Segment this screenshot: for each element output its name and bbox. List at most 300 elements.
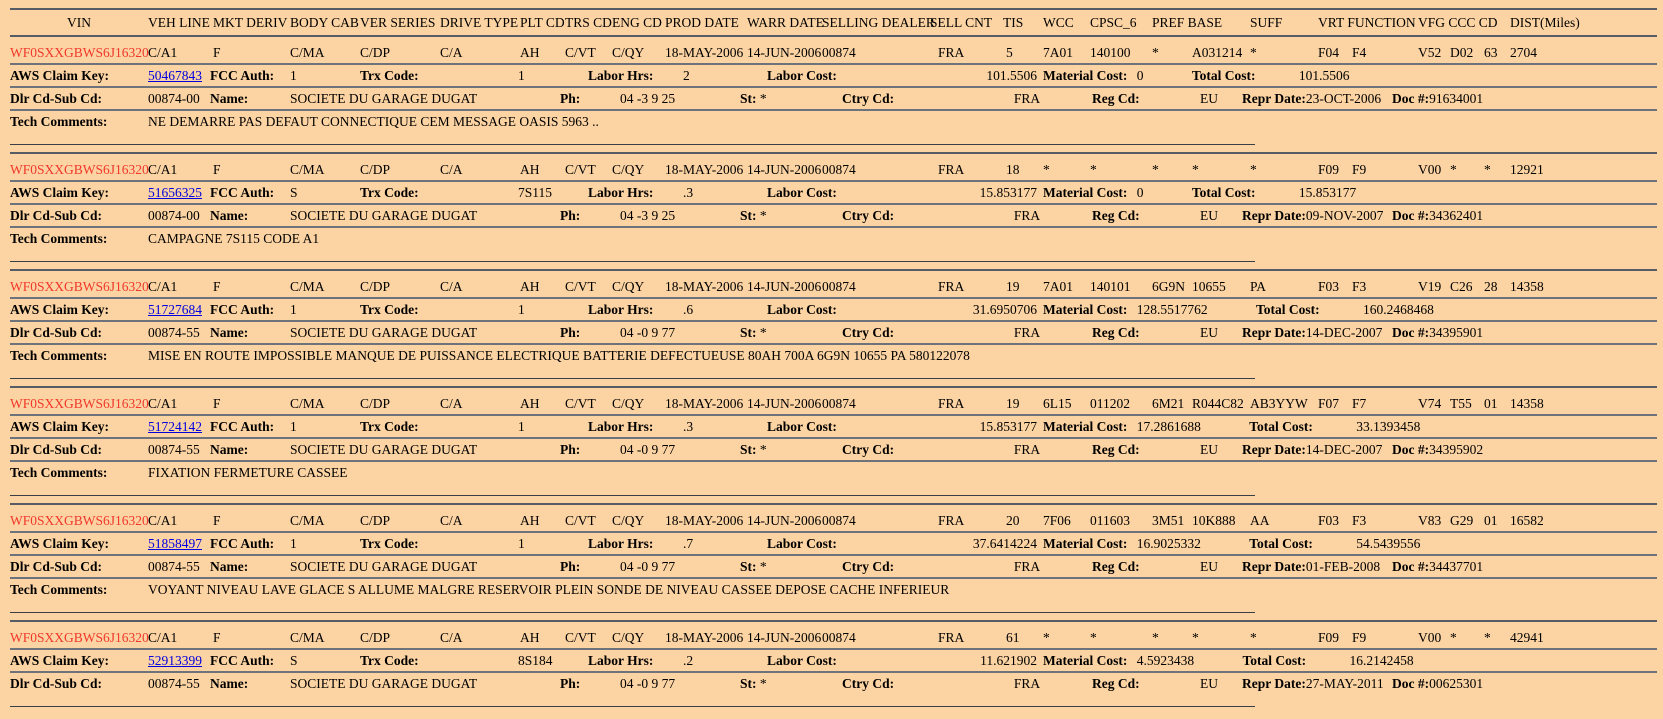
fcc-auth-value: S [290, 185, 298, 200]
ver-series-value: C/DP [360, 630, 391, 645]
col-header-warr-date: WARR DATE [747, 14, 824, 30]
vrt-value: F03 [1318, 513, 1340, 528]
aws-claim-key-label: AWS Claim Key: [10, 68, 109, 83]
ph-label: Ph: [560, 325, 581, 340]
dealer-row [10, 320, 1657, 343]
drive-type-value: C/A [440, 513, 463, 528]
sell-cnt-value: FRA [938, 45, 965, 60]
prod-date-value: 18-MAY-2006 [665, 396, 744, 411]
fcc-auth-value: S [290, 653, 298, 668]
plt-cd-value: AH [520, 396, 540, 411]
dealer-row [10, 86, 1657, 109]
function-value: F9 [1352, 630, 1367, 645]
doc-num-cell [1392, 556, 1657, 577]
block-separator-full [10, 620, 1657, 622]
vfg-value: V83 [1418, 513, 1442, 528]
dlr-cd-value: 00874-00 [148, 91, 200, 106]
tech-comments-value: CAMPAGNE 7S115 CODE A1 [148, 231, 320, 246]
aws-claim-key-link[interactable]: 51727684 [148, 302, 202, 317]
cpsc-6-value: 140101 [1090, 279, 1131, 294]
ph-value: 04 -0 9 77 [620, 676, 676, 691]
prod-date-value: 18-MAY-2006 [665, 513, 744, 528]
dlr-cd-value: 00874-55 [148, 325, 200, 340]
claim-record [10, 42, 1657, 154]
wcc-value: 6L15 [1043, 396, 1072, 411]
aws-claim-key-link[interactable]: 50467843 [148, 68, 202, 83]
material-cost-value: 16.9025332 [1136, 536, 1201, 551]
fcc-auth-label: FCC Auth: [210, 653, 275, 668]
material-cost-label: Material Cost: [1043, 536, 1128, 551]
repr-date-value: 09-NOV-2007 [1305, 208, 1384, 223]
plt-cd-value: AH [520, 162, 540, 177]
doc-num-cell [1392, 439, 1657, 460]
st-label: St: [740, 442, 757, 457]
labor-hrs-label: Labor Hrs: [588, 419, 654, 434]
selling-dealer-value: 00874 [822, 45, 856, 60]
warr-date-value: 14-JUN-2006 [747, 513, 822, 528]
dist-value: 14358 [1510, 396, 1544, 411]
total-cost-value: 101.5506 [1298, 68, 1350, 83]
function-value: F3 [1352, 513, 1367, 528]
aws-claim-key-link[interactable]: 51724142 [148, 419, 202, 434]
labor-hrs-value: .6 [683, 302, 694, 317]
claims-list [10, 42, 1657, 707]
veh-line-value: C/A1 [148, 279, 178, 294]
dealer-name-label: Name: [210, 91, 249, 106]
function-value: F4 [1352, 45, 1367, 60]
tech-comments-row [10, 460, 1657, 483]
reg-cd-value: EU [1200, 208, 1218, 223]
tis-value: 61 [1006, 630, 1020, 645]
ccc-value: G29 [1450, 513, 1474, 528]
vin-value: WF0SXXGBWS6J16320 [10, 45, 149, 60]
total-cost-label: Total Cost: [1249, 419, 1313, 434]
pref-value: * [1152, 630, 1159, 645]
dealer-name-label: Name: [210, 325, 249, 340]
warr-date-value: 14-JUN-2006 [747, 279, 822, 294]
suff-value: AB3YYW [1250, 396, 1308, 411]
claim-cost-row [10, 531, 1657, 554]
dealer-row [10, 554, 1657, 577]
st-value: * [759, 325, 767, 340]
selling-dealer-value: 00874 [822, 630, 856, 645]
col-header-prod-date: PROD DATE [665, 14, 739, 30]
doc-num-label: Doc #: [1392, 325, 1430, 340]
doc-num-cell [1392, 673, 1657, 694]
dealer-name-value: SOCIETE DU GARAGE DUGAT [290, 676, 478, 691]
repr-date-label: Repr Date: [1242, 442, 1306, 457]
reg-cd-label: Reg Cd: [1092, 676, 1140, 691]
ver-series-value: C/DP [360, 279, 391, 294]
eng-cd-value: C/QY [612, 630, 645, 645]
doc-num-value: 00625301 [1429, 676, 1484, 691]
tech-comments-value: FIXATION FERMETURE CASSEE [148, 465, 348, 480]
col-header-body-cab: BODY CAB [290, 14, 359, 30]
base-value: * [1192, 162, 1199, 177]
doc-num-value: 34362401 [1429, 208, 1484, 223]
dealer-name-value: SOCIETE DU GARAGE DUGAT [290, 208, 478, 223]
block-separator-short [10, 612, 1255, 613]
suff-value: * [1250, 162, 1257, 177]
tech-comments-label: Tech Comments: [10, 582, 108, 597]
trs-cd-value: C/VT [565, 630, 596, 645]
repr-date-label: Repr Date: [1242, 325, 1306, 340]
doc-num-value: 34395902 [1429, 442, 1484, 457]
col-header-pref-base: PREF BASE [1152, 14, 1223, 30]
labor-hrs-value: .3 [683, 419, 694, 434]
trx-code-value: 1 [518, 302, 525, 317]
repr-date-value: 01-FEB-2008 [1305, 559, 1381, 574]
col-header-mkt-deriv: MKT DERIV [213, 14, 288, 30]
function-value: F9 [1352, 162, 1367, 177]
veh-line-value: C/A1 [148, 45, 178, 60]
claim-cost-row [10, 297, 1657, 320]
dlr-cd-label: Dlr Cd-Sub Cd: [10, 442, 103, 457]
labor-cost-value: 15.853177 [979, 419, 1037, 434]
vin-value: WF0SXXGBWS6J16320 [10, 162, 149, 177]
labor-cost-value: 31.6950706 [972, 302, 1037, 317]
col-header-vfg-ccc-cd: VFG CCC CD [1418, 14, 1498, 30]
trx-code-label: Trx Code: [360, 68, 419, 83]
block-separator-full [10, 503, 1657, 505]
st-cell [740, 88, 842, 109]
vin-value: WF0SXXGBWS6J16320 [10, 513, 149, 528]
wcc-value: * [1043, 162, 1050, 177]
total-cost-label: Total Cost: [1249, 536, 1313, 551]
plt-cd-value: AH [520, 45, 540, 60]
drive-type-value: C/A [440, 162, 463, 177]
labor-cost-label: Labor Cost: [767, 653, 837, 668]
ph-value: 04 -3 9 25 [620, 208, 676, 223]
labor-cost-value: 15.853177 [979, 185, 1037, 200]
dlr-cd-value: 00874-55 [148, 559, 200, 574]
ph-label: Ph: [560, 676, 581, 691]
labor-hrs-label: Labor Hrs: [588, 68, 654, 83]
dealer-name-value: SOCIETE DU GARAGE DUGAT [290, 442, 478, 457]
repr-date-cell [1242, 556, 1392, 577]
labor-hrs-label: Labor Hrs: [588, 185, 654, 200]
total-cost-value: 54.5439556 [1356, 536, 1421, 551]
vfg-value: V74 [1418, 396, 1442, 411]
st-cell [740, 556, 842, 577]
col-header-cpsc-6: CPSC_6 [1090, 14, 1137, 30]
vehicle-data-row [10, 627, 1657, 648]
trs-cd-value: C/VT [565, 279, 596, 294]
warr-date-value: 14-JUN-2006 [747, 162, 822, 177]
aws-claim-key-link[interactable]: 51858497 [148, 536, 202, 551]
claim-record [10, 276, 1657, 388]
mkt-deriv-value: F [213, 162, 221, 177]
labor-hrs-value: 2 [683, 68, 690, 83]
vrt-value: F03 [1318, 279, 1340, 294]
trx-code-value: 8S184 [518, 653, 553, 668]
reg-cd-value: EU [1200, 325, 1218, 340]
material-cost-label: Material Cost: [1043, 302, 1128, 317]
repr-date-cell [1242, 322, 1392, 343]
tech-comments-label: Tech Comments: [10, 114, 108, 129]
selling-dealer-value: 00874 [822, 513, 856, 528]
block-separator-short [10, 378, 1255, 379]
base-value: 10K888 [1192, 513, 1236, 528]
col-header-dist-miles: DIST(Miles) [1510, 14, 1580, 30]
repr-date-value: 14-DEC-2007 [1305, 442, 1383, 457]
claim-cost-tail [1037, 533, 1657, 554]
cd-value: 01 [1484, 396, 1498, 411]
reg-cd-label: Reg Cd: [1092, 325, 1140, 340]
trs-cd-value: C/VT [565, 513, 596, 528]
aws-claim-key-label: AWS Claim Key: [10, 302, 109, 317]
reg-cd-value: EU [1200, 676, 1218, 691]
dlr-cd-label: Dlr Cd-Sub Cd: [10, 559, 103, 574]
fcc-auth-label: FCC Auth: [210, 68, 275, 83]
claim-cost-tail [1037, 65, 1657, 86]
total-cost-label: Total Cost: [1191, 68, 1256, 83]
total-cost-label: Total Cost: [1191, 185, 1256, 200]
dealer-name-label: Name: [210, 208, 249, 223]
ph-label: Ph: [560, 208, 581, 223]
table-header-row [10, 8, 1657, 37]
ver-series-value: C/DP [360, 162, 391, 177]
ccc-value: D02 [1450, 45, 1474, 60]
ctry-cd-label: Ctry Cd: [842, 208, 895, 223]
cpsc-6-value: 140100 [1090, 45, 1131, 60]
fcc-auth-label: FCC Auth: [210, 302, 275, 317]
dlr-cd-label: Dlr Cd-Sub Cd: [10, 676, 103, 691]
warr-date-value: 14-JUN-2006 [747, 630, 822, 645]
function-value: F7 [1352, 396, 1367, 411]
st-cell [740, 205, 842, 226]
total-cost-value: 15.853177 [1298, 185, 1357, 200]
col-header-selling-dealer: SELLING DEALER [822, 14, 935, 30]
repr-date-label: Repr Date: [1242, 91, 1306, 106]
selling-dealer-value: 00874 [822, 162, 856, 177]
wcc-value: 7F06 [1043, 513, 1071, 528]
base-value: * [1192, 630, 1199, 645]
vrt-value: F09 [1318, 630, 1340, 645]
ph-value: 04 -0 9 77 [620, 559, 676, 574]
total-cost-value: 160.2468468 [1362, 302, 1434, 317]
vrt-value: F09 [1318, 162, 1340, 177]
cpsc-6-value: * [1090, 630, 1097, 645]
prod-date-value: 18-MAY-2006 [665, 162, 744, 177]
labor-cost-label: Labor Cost: [767, 68, 837, 83]
doc-num-label: Doc #: [1392, 442, 1430, 457]
dealer-name-value: SOCIETE DU GARAGE DUGAT [290, 325, 478, 340]
ver-series-value: C/DP [360, 513, 391, 528]
doc-num-label: Doc #: [1392, 676, 1430, 691]
eng-cd-value: C/QY [612, 513, 645, 528]
selling-dealer-value: 00874 [822, 396, 856, 411]
claim-cost-tail [1037, 650, 1657, 671]
repr-date-label: Repr Date: [1242, 559, 1306, 574]
claim-cost-row [10, 414, 1657, 437]
sell-cnt-value: FRA [938, 513, 965, 528]
reg-cd-label: Reg Cd: [1092, 208, 1140, 223]
ctry-cd-value: FRA [1013, 559, 1041, 574]
ctry-cd-value: FRA [1013, 208, 1041, 223]
tech-comments-value: NE DEMARRE PAS DEFAUT CONNECTIQUE CEM MESSAGE OASIS 5963 .. [148, 114, 599, 129]
mkt-deriv-value: F [213, 279, 221, 294]
material-cost-value: 4.5923438 [1136, 653, 1195, 668]
dist-value: 12921 [1510, 162, 1544, 177]
sell-cnt-value: FRA [938, 162, 965, 177]
trs-cd-value: C/VT [565, 162, 596, 177]
ver-series-value: C/DP [360, 45, 391, 60]
vehicle-data-row [10, 393, 1657, 414]
claim-cost-tail [1037, 182, 1657, 203]
suff-value: * [1250, 45, 1257, 60]
tis-value: 19 [1006, 396, 1020, 411]
repr-date-cell [1242, 205, 1392, 226]
trx-code-label: Trx Code: [360, 419, 419, 434]
labor-cost-label: Labor Cost: [767, 536, 837, 551]
base-value: A031214 [1192, 45, 1243, 60]
body-cab-value: C/MA [290, 630, 325, 645]
cpsc-6-value: 011603 [1090, 513, 1130, 528]
reg-cd-value: EU [1200, 442, 1218, 457]
total-cost-value: 33.1393458 [1356, 419, 1421, 434]
ctry-cd-value: FRA [1013, 442, 1041, 457]
labor-cost-label: Labor Cost: [767, 185, 837, 200]
material-cost-label: Material Cost: [1043, 653, 1128, 668]
doc-num-label: Doc #: [1392, 208, 1430, 223]
mkt-deriv-value: F [213, 513, 221, 528]
ph-label: Ph: [560, 559, 581, 574]
body-cab-value: C/MA [290, 513, 325, 528]
vfg-value: V19 [1418, 279, 1442, 294]
fcc-auth-value: 1 [290, 302, 297, 317]
claim-cost-tail [1037, 416, 1657, 437]
vfg-value: V52 [1418, 45, 1442, 60]
claim-cost-row [10, 180, 1657, 203]
dlr-cd-label: Dlr Cd-Sub Cd: [10, 91, 103, 106]
pref-value: * [1152, 45, 1159, 60]
claim-record [10, 510, 1657, 622]
cd-value: 28 [1484, 279, 1498, 294]
reg-cd-label: Reg Cd: [1092, 91, 1140, 106]
ccc-value: * [1450, 162, 1457, 177]
col-header-ver-series: VER SERIES [360, 14, 436, 30]
col-header-wcc: WCC [1043, 14, 1074, 30]
dist-value: 14358 [1510, 279, 1544, 294]
material-cost-value: 0 [1136, 68, 1144, 83]
fcc-auth-label: FCC Auth: [210, 185, 275, 200]
block-separator-short [10, 495, 1255, 496]
veh-line-value: C/A1 [148, 513, 178, 528]
ph-label: Ph: [560, 442, 581, 457]
drive-type-value: C/A [440, 630, 463, 645]
cpsc-6-value: * [1090, 162, 1097, 177]
ctry-cd-value: FRA [1013, 325, 1041, 340]
eng-cd-value: C/QY [612, 396, 645, 411]
dist-value: 2704 [1510, 45, 1537, 60]
tis-value: 5 [1006, 45, 1013, 60]
st-cell [740, 322, 842, 343]
repr-date-label: Repr Date: [1242, 208, 1306, 223]
ccc-value: T55 [1450, 396, 1472, 411]
mkt-deriv-value: F [213, 630, 221, 645]
doc-num-label: Doc #: [1392, 91, 1430, 106]
col-header-drive-type: DRIVE TYPE [440, 14, 519, 30]
trx-code-label: Trx Code: [360, 653, 419, 668]
eng-cd-value: C/QY [612, 279, 645, 294]
body-cab-value: C/MA [290, 279, 325, 294]
claim-cost-tail [1037, 299, 1657, 320]
col-header-suff: SUFF [1250, 14, 1283, 30]
st-value: * [759, 676, 767, 691]
dealer-row [10, 437, 1657, 460]
block-separator-full [10, 386, 1657, 388]
pref-value: 6G9N [1152, 279, 1185, 294]
sell-cnt-value: FRA [938, 396, 965, 411]
reg-cd-value: EU [1200, 91, 1218, 106]
labor-hrs-label: Labor Hrs: [588, 653, 654, 668]
st-label: St: [740, 676, 757, 691]
ph-value: 04 -0 9 77 [620, 325, 676, 340]
labor-cost-value: 101.5506 [986, 68, 1037, 83]
vin-value: WF0SXXGBWS6J16320 [10, 279, 149, 294]
dealer-row [10, 203, 1657, 226]
body-cab-value: C/MA [290, 45, 325, 60]
st-label: St: [740, 208, 757, 223]
tech-comments-row [10, 226, 1657, 249]
aws-claim-key-link[interactable]: 52913399 [148, 653, 202, 668]
ccc-value: * [1450, 630, 1457, 645]
material-cost-value: 17.2861688 [1136, 419, 1201, 434]
repr-date-cell [1242, 673, 1392, 694]
sell-cnt-value: FRA [938, 630, 965, 645]
vehicle-data-row [10, 510, 1657, 531]
fcc-auth-value: 1 [290, 536, 297, 551]
aws-claim-key-link[interactable]: 51656325 [148, 185, 202, 200]
cd-value: * [1484, 162, 1491, 177]
col-header-sell-cnt: SELL CNT [930, 14, 993, 30]
col-header-eng-cd: ENG CD [612, 14, 662, 30]
labor-hrs-label: Labor Hrs: [588, 536, 654, 551]
vin-value: WF0SXXGBWS6J16320 [10, 630, 149, 645]
labor-cost-value: 37.6414224 [972, 536, 1037, 551]
ctry-cd-label: Ctry Cd: [842, 91, 895, 106]
repr-date-cell [1242, 88, 1392, 109]
wcc-value: * [1043, 630, 1050, 645]
st-value: * [759, 559, 767, 574]
ctry-cd-label: Ctry Cd: [842, 676, 895, 691]
repr-date-value: 27-MAY-2011 [1305, 676, 1384, 691]
dealer-name-label: Name: [210, 442, 249, 457]
dealer-row [10, 671, 1657, 694]
col-header-vin: VIN [67, 14, 91, 30]
pref-value: 3M51 [1152, 513, 1185, 528]
block-separator-short [10, 261, 1255, 262]
prod-date-value: 18-MAY-2006 [665, 45, 744, 60]
tech-comments-row [10, 343, 1657, 366]
labor-hrs-value: .7 [683, 536, 694, 551]
dealer-name-value: SOCIETE DU GARAGE DUGAT [290, 91, 478, 106]
block-separator-short [10, 144, 1255, 145]
claim-cost-row [10, 648, 1657, 671]
vehicle-data-row [10, 42, 1657, 63]
labor-cost-label: Labor Cost: [767, 419, 837, 434]
col-header-vrt-function: VRT FUNCTION [1318, 14, 1416, 30]
dlr-cd-label: Dlr Cd-Sub Cd: [10, 325, 103, 340]
tech-comments-row [10, 109, 1657, 132]
claim-record [10, 393, 1657, 505]
trx-code-value: 1 [518, 419, 525, 434]
function-value: F3 [1352, 279, 1367, 294]
aws-claim-key-label: AWS Claim Key: [10, 185, 109, 200]
st-value: * [759, 442, 767, 457]
trx-code-value: 1 [518, 68, 525, 83]
